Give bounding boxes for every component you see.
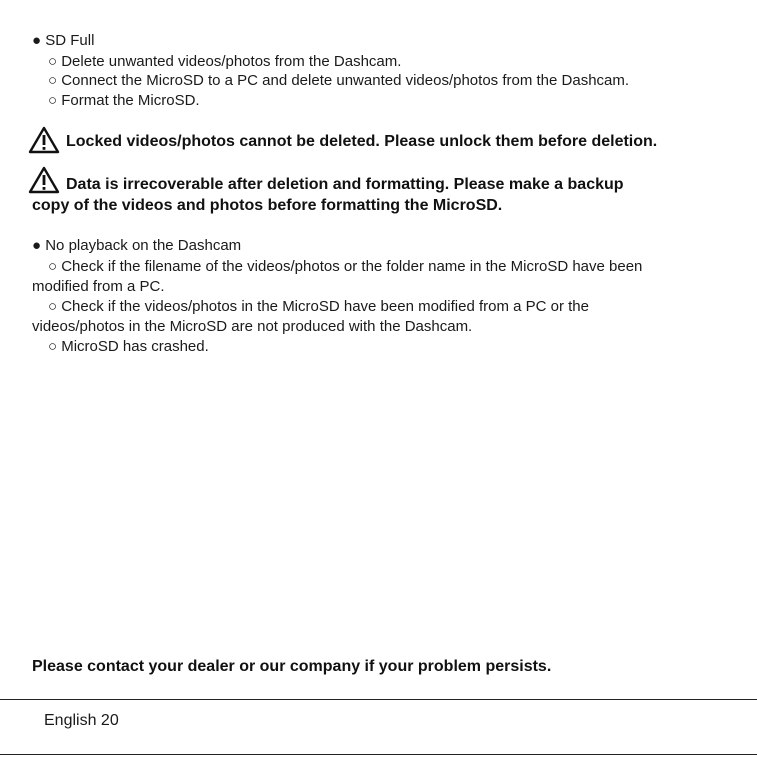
- page-number-label: English 20: [44, 712, 119, 729]
- irrecoverable-warning-text-continued: copy of the videos and photos before formatting the MicroSD.: [32, 197, 503, 214]
- no-playback-item-continued: modified from a PC.: [32, 278, 165, 295]
- warning-triangle-icon: [28, 126, 60, 154]
- sd-full-heading: ● SD Full: [32, 32, 95, 49]
- sd-full-item: ○ Format the MicroSD.: [48, 92, 200, 109]
- no-playback-item-continued: videos/photos in the MicroSD are not produced with the Dashcam.: [32, 318, 473, 335]
- no-playback-item: ○ Check if the videos/photos in the MicroSD have been modified from a PC or the: [48, 298, 589, 315]
- sd-full-item: ○ Connect the MicroSD to a PC and delete unwanted videos/photos from the Dashcam.: [48, 72, 630, 89]
- sd-full-item: ○ Delete unwanted videos/photos from the Dashcam.: [48, 53, 402, 70]
- no-playback-item: ○ Check if the filename of the videos/photos or the folder name in the MicroSD have been: [48, 258, 643, 275]
- locked-warning-text: Locked videos/photos cannot be deleted. Please unlock them before deletion.: [66, 133, 658, 150]
- footer-top-divider: [0, 699, 757, 700]
- no-playback-heading: ● No playback on the Dashcam: [32, 237, 242, 254]
- irrecoverable-warning-text: Data is irrecoverable after deletion and formatting. Please make a backup: [66, 176, 624, 193]
- footer-bottom-divider: [0, 754, 757, 755]
- contact-note: Please contact your dealer or our company if your problem persists.: [32, 658, 552, 675]
- no-playback-item: ○ MicroSD has crashed.: [48, 338, 209, 355]
- warning-triangle-icon: [28, 166, 60, 194]
